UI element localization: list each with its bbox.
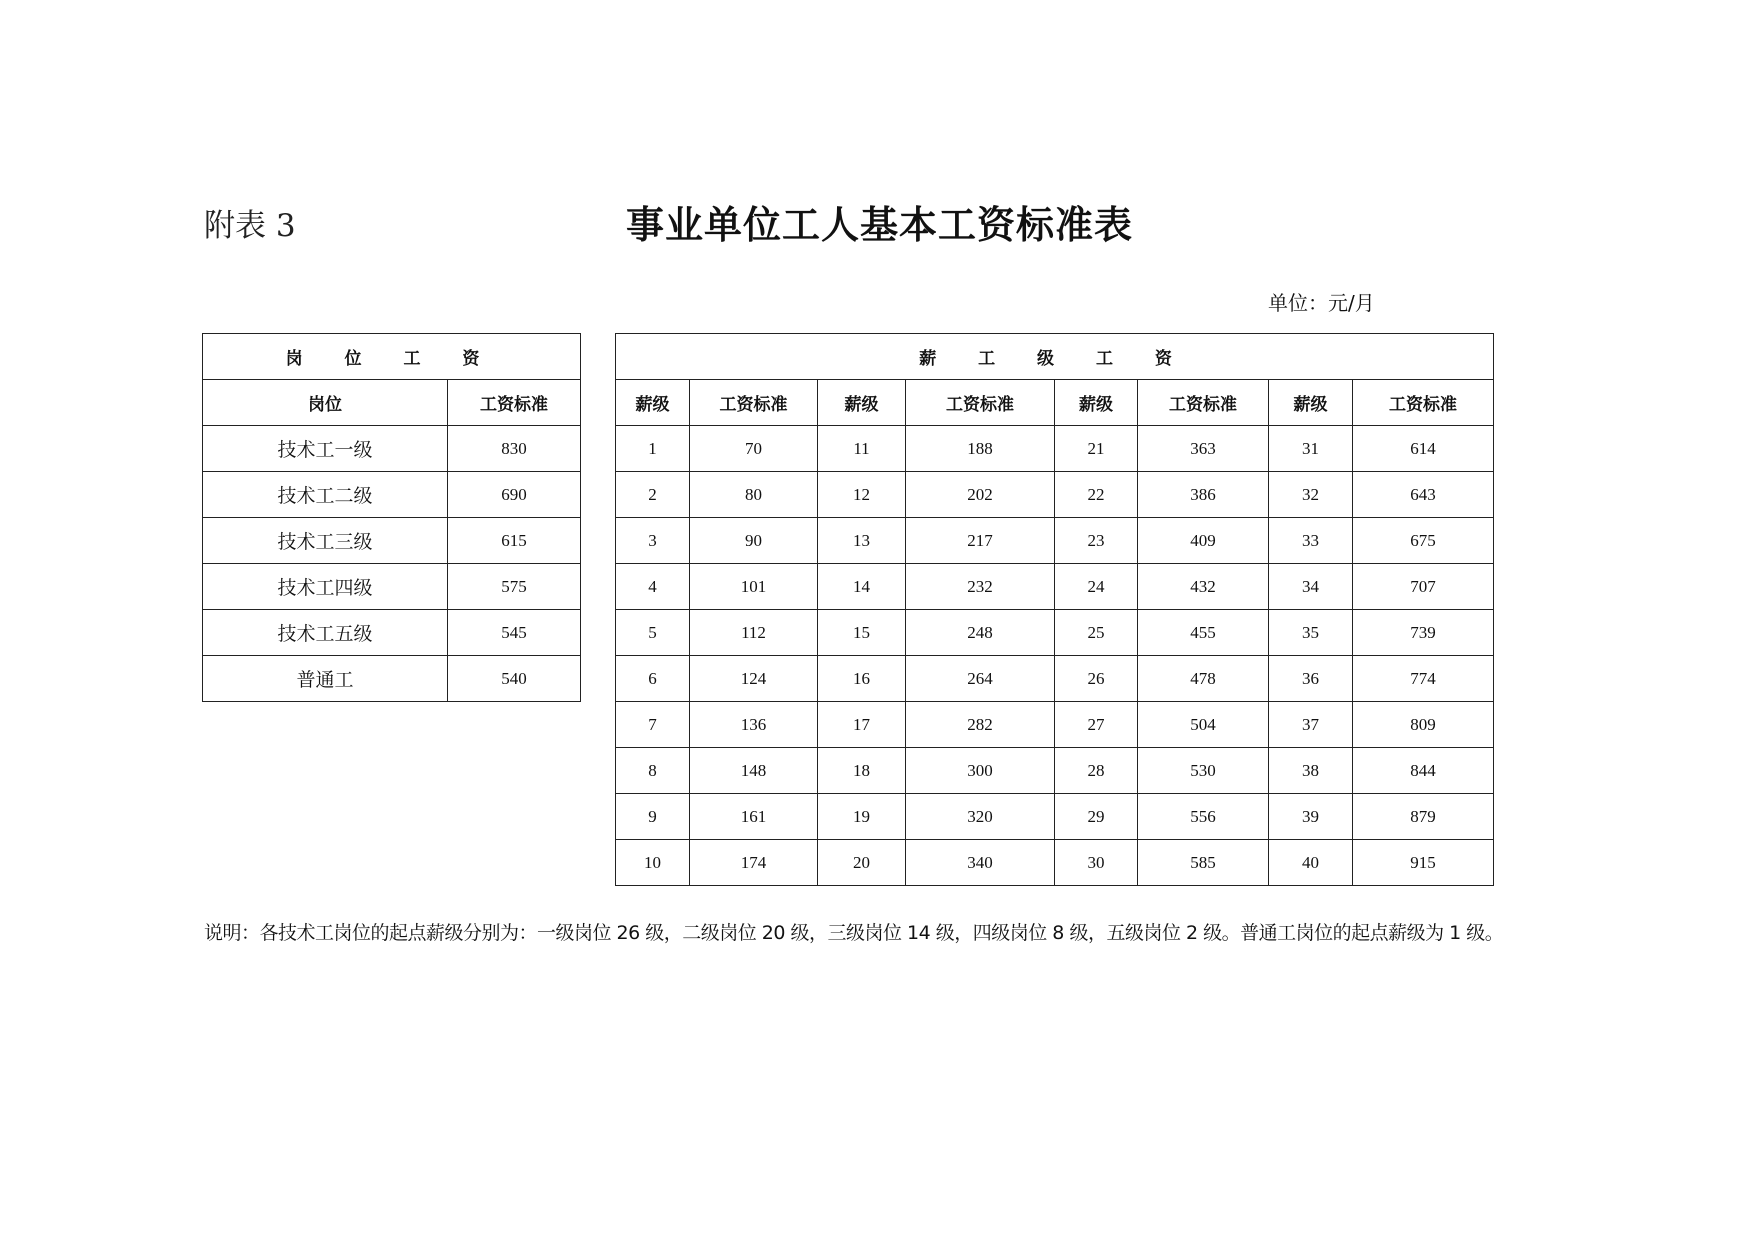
- salary-standard-cell: 340: [906, 840, 1055, 886]
- grade-cell: 21: [1055, 426, 1138, 472]
- salary-standard-cell: 432: [1138, 564, 1269, 610]
- salary-standard-cell: 409: [1138, 518, 1269, 564]
- grade-salary-group-header: 薪 工 级 工 资: [616, 334, 1494, 380]
- col-header-salary-standard: 工资标准: [1353, 380, 1494, 426]
- grade-cell: 36: [1269, 656, 1353, 702]
- salary-standard-cell: 504: [1138, 702, 1269, 748]
- salary-standard-cell: 556: [1138, 794, 1269, 840]
- col-header-grade: 薪级: [818, 380, 906, 426]
- salary-standard-cell: 232: [906, 564, 1055, 610]
- grade-cell: 38: [1269, 748, 1353, 794]
- grade-cell: 14: [818, 564, 906, 610]
- grade-cell: 37: [1269, 702, 1353, 748]
- grade-cell: 6: [616, 656, 690, 702]
- grade-cell: 5: [616, 610, 690, 656]
- grade-cell: 25: [1055, 610, 1138, 656]
- table-row: [203, 564, 581, 610]
- grade-cell: 39: [1269, 794, 1353, 840]
- salary-standard-cell: 101: [690, 564, 818, 610]
- grade-cell: 17: [818, 702, 906, 748]
- table-row: [203, 610, 581, 656]
- salary-standard-cell: 136: [690, 702, 818, 748]
- grade-cell: 40: [1269, 840, 1353, 886]
- table-row: [616, 564, 1494, 610]
- salary-standard-cell: 545: [448, 610, 581, 656]
- grade-cell: 23: [1055, 518, 1138, 564]
- post-name-cell: 技术工一级: [203, 426, 448, 472]
- grade-cell: 4: [616, 564, 690, 610]
- salary-standard-cell: 282: [906, 702, 1055, 748]
- salary-standard-cell: 124: [690, 656, 818, 702]
- salary-standard-cell: 363: [1138, 426, 1269, 472]
- salary-standard-cell: 575: [448, 564, 581, 610]
- col-header-salary-standard: 工资标准: [906, 380, 1055, 426]
- grade-cell: 2: [616, 472, 690, 518]
- salary-standard-cell: 830: [448, 426, 581, 472]
- table-row: [616, 656, 1494, 702]
- grade-cell: 8: [616, 748, 690, 794]
- salary-standard-cell: 614: [1353, 426, 1494, 472]
- grade-cell: 26: [1055, 656, 1138, 702]
- post-name-cell: 技术工四级: [203, 564, 448, 610]
- salary-standard-cell: 844: [1353, 748, 1494, 794]
- salary-standard-cell: 530: [1138, 748, 1269, 794]
- table-row: [616, 472, 1494, 518]
- table-row: [616, 426, 1494, 472]
- grade-cell: 18: [818, 748, 906, 794]
- grade-cell: 32: [1269, 472, 1353, 518]
- grade-cell: 3: [616, 518, 690, 564]
- salary-standard-cell: 148: [690, 748, 818, 794]
- salary-standard-cell: 174: [690, 840, 818, 886]
- salary-standard-cell: 202: [906, 472, 1055, 518]
- grade-cell: 1: [616, 426, 690, 472]
- grade-cell: 20: [818, 840, 906, 886]
- salary-standard-cell: 707: [1353, 564, 1494, 610]
- col-header-grade: 薪级: [616, 380, 690, 426]
- grade-cell: 11: [818, 426, 906, 472]
- grade-cell: 7: [616, 702, 690, 748]
- salary-standard-cell: 248: [906, 610, 1055, 656]
- table-row: [616, 748, 1494, 794]
- table-row: [203, 518, 581, 564]
- salary-standard-cell: 217: [906, 518, 1055, 564]
- annex-label: 附表 3: [204, 208, 296, 244]
- grade-cell: 27: [1055, 702, 1138, 748]
- grade-cell: 16: [818, 656, 906, 702]
- salary-standard-cell: 643: [1353, 472, 1494, 518]
- salary-standard-cell: 320: [906, 794, 1055, 840]
- table-row: [203, 656, 581, 702]
- post-name-cell: 技术工二级: [203, 472, 448, 518]
- col-header-salary-standard: 工资标准: [690, 380, 818, 426]
- col-header-salary-standard: 工资标准: [448, 380, 581, 426]
- salary-standard-cell: 809: [1353, 702, 1494, 748]
- page-title: 事业单位工人基本工资标准表: [626, 202, 1134, 247]
- post-salary-table: [202, 333, 581, 702]
- table-row: [616, 794, 1494, 840]
- salary-standard-cell: 455: [1138, 610, 1269, 656]
- grade-cell: 12: [818, 472, 906, 518]
- salary-standard-cell: 478: [1138, 656, 1269, 702]
- table-row: [616, 840, 1494, 886]
- table-row: [616, 610, 1494, 656]
- col-header-grade: 薪级: [1055, 380, 1138, 426]
- salary-standard-cell: 774: [1353, 656, 1494, 702]
- salary-standard-cell: 188: [906, 426, 1055, 472]
- salary-standard-cell: 675: [1353, 518, 1494, 564]
- grade-cell: 34: [1269, 564, 1353, 610]
- grade-cell: 22: [1055, 472, 1138, 518]
- grade-cell: 9: [616, 794, 690, 840]
- post-salary-group-header: 岗 位 工 资: [203, 334, 581, 380]
- grade-salary-table: [615, 333, 1494, 886]
- salary-standard-cell: 264: [906, 656, 1055, 702]
- col-header-post: 岗位: [203, 380, 448, 426]
- grade-cell: 35: [1269, 610, 1353, 656]
- salary-standard-cell: 915: [1353, 840, 1494, 886]
- salary-standard-cell: 739: [1353, 610, 1494, 656]
- col-header-grade: 薪级: [1269, 380, 1353, 426]
- table-row: [203, 472, 581, 518]
- salary-standard-cell: 585: [1138, 840, 1269, 886]
- salary-standard-cell: 540: [448, 656, 581, 702]
- salary-standard-cell: 300: [906, 748, 1055, 794]
- post-name-cell: 技术工五级: [203, 610, 448, 656]
- footnote: 说明：各技术工岗位的起点薪级分别为：一级岗位 26 级，二级岗位 20 级，三级岗位 14 级，四级岗位 8 级，五级岗位 2 级。普通工岗位的起点薪级为 1 级。: [204, 922, 1504, 944]
- grade-cell: 28: [1055, 748, 1138, 794]
- table-row: [616, 518, 1494, 564]
- post-name-cell: 普通工: [203, 656, 448, 702]
- salary-standard-cell: 80: [690, 472, 818, 518]
- grade-cell: 10: [616, 840, 690, 886]
- salary-standard-cell: 70: [690, 426, 818, 472]
- grade-cell: 30: [1055, 840, 1138, 886]
- grade-cell: 24: [1055, 564, 1138, 610]
- salary-standard-cell: 161: [690, 794, 818, 840]
- post-name-cell: 技术工三级: [203, 518, 448, 564]
- salary-standard-cell: 90: [690, 518, 818, 564]
- table-row: [616, 702, 1494, 748]
- grade-cell: 29: [1055, 794, 1138, 840]
- salary-standard-cell: 112: [690, 610, 818, 656]
- salary-standard-cell: 879: [1353, 794, 1494, 840]
- grade-cell: 13: [818, 518, 906, 564]
- table-row: [203, 426, 581, 472]
- col-header-salary-standard: 工资标准: [1138, 380, 1269, 426]
- salary-standard-cell: 615: [448, 518, 581, 564]
- unit-label: 单位：元/月: [1268, 291, 1375, 315]
- salary-standard-cell: 690: [448, 472, 581, 518]
- grade-cell: 31: [1269, 426, 1353, 472]
- grade-cell: 19: [818, 794, 906, 840]
- salary-standard-cell: 386: [1138, 472, 1269, 518]
- grade-cell: 15: [818, 610, 906, 656]
- grade-cell: 33: [1269, 518, 1353, 564]
